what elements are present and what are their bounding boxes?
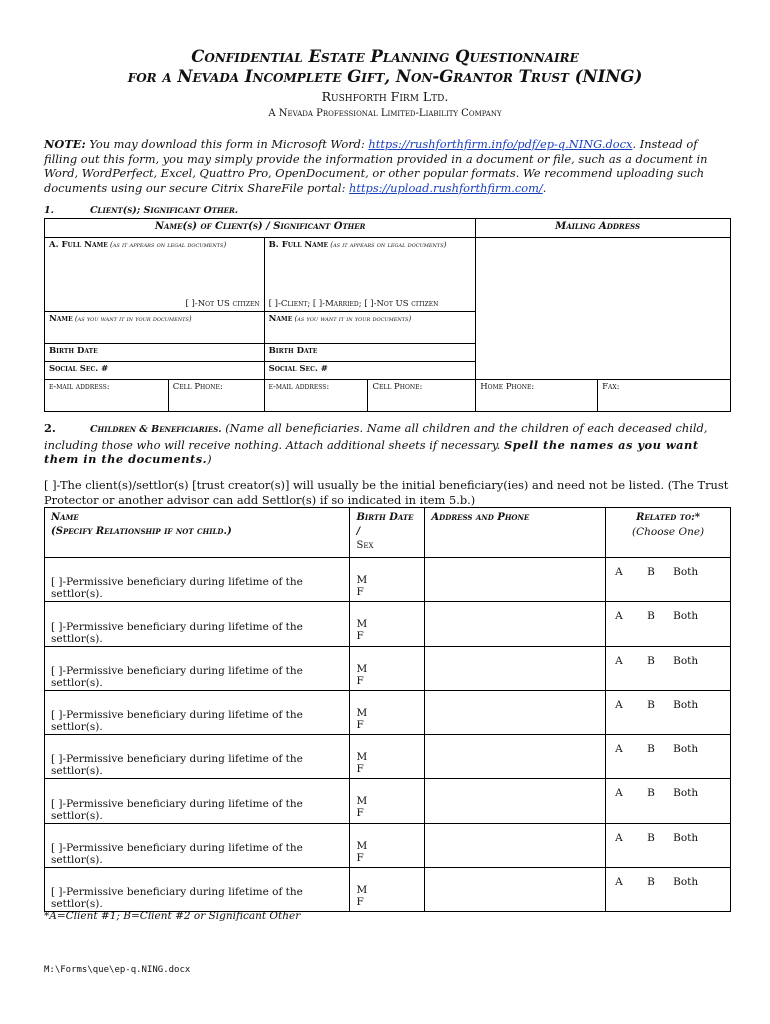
word-download-link[interactable]: https://rushforthfirm.info/pdf/ep-q.NING.docx bbox=[368, 137, 633, 151]
client-a-ssn-label: Social Sec. # bbox=[49, 364, 109, 374]
sex-option-m[interactable]: M bbox=[356, 751, 368, 764]
beneficiary-row bbox=[45, 602, 731, 646]
sex-option-f[interactable]: F bbox=[356, 718, 364, 731]
sex-option-m[interactable]: M bbox=[356, 884, 368, 897]
beneficiary-name-cell[interactable] bbox=[45, 735, 350, 779]
note-text2: . Instead of filling out this form, you may simply provide the information provided in a document or file, such as a document in Word, WordPerfect, Excel, Quattro Pro, OpenDocument, or other popular formats. We recommend uploading such documents using our secure Citrix ShareFile portal: bbox=[44, 137, 708, 195]
permissive-beneficiary-checkbox[interactable]: [ ]-Permissive beneficiary during lifetime of the settlor(s). bbox=[51, 886, 303, 911]
permissive-beneficiary-checkbox[interactable]: [ ]-Permissive beneficiary during lifetime of the settlor(s). bbox=[51, 664, 303, 689]
name-header-label: Name bbox=[51, 512, 79, 523]
beneficiary-name-cell[interactable] bbox=[45, 602, 350, 646]
section1-title: Client(s); Significant Other. bbox=[90, 205, 239, 216]
beneficiary-row bbox=[45, 823, 731, 867]
related-option-both[interactable]: Both bbox=[673, 566, 699, 578]
beneficiary-related-cell[interactable] bbox=[606, 602, 731, 646]
section1-number: 1. bbox=[44, 205, 54, 216]
related-footnote: *A=Client #1; B=Client #2 or Significant Other bbox=[44, 910, 301, 922]
client-a-name-label: Name bbox=[49, 314, 73, 324]
settlor-checkbox-line[interactable]: [ ]-The client(s)/settlor(s) [trust creator(s)] will usually be the initial beneficiary(ies) and need not be listed. (The Trust Protector or another advisor can add Settlor(s) if so indicated in item 5.b.) bbox=[44, 478, 729, 507]
beneficiary-related-cell[interactable] bbox=[606, 646, 731, 690]
section2-paragraph bbox=[44, 421, 734, 467]
sex-option-f[interactable]: F bbox=[356, 763, 364, 776]
sex-option-f[interactable]: F bbox=[356, 851, 364, 864]
document-title-line2: for a Nevada Incomplete Gift, Non-Grantor Trust (NING) bbox=[127, 67, 643, 86]
client-b-ssn-label: Social Sec. # bbox=[268, 364, 328, 374]
document-title-line1: Confidential Estate Planning Questionnaire bbox=[191, 47, 579, 66]
client-b-name-label: Name bbox=[268, 314, 293, 324]
beneficiary-address-cell[interactable] bbox=[425, 646, 606, 690]
birth-header-label: Birth Date / bbox=[356, 512, 414, 537]
home-phone-label: Home Phone: bbox=[480, 382, 535, 392]
client-b-email-cell[interactable] bbox=[264, 380, 368, 412]
permissive-beneficiary-checkbox[interactable]: [ ]-Permissive beneficiary during lifetime of the settlor(s). bbox=[51, 797, 303, 822]
client-a-fullname-label: A. Full Name bbox=[49, 240, 108, 250]
note-label: NOTE: bbox=[44, 137, 86, 151]
sex-option-f[interactable]: F bbox=[356, 674, 364, 687]
home-phone-cell[interactable] bbox=[476, 380, 598, 412]
birth-sex-column-header bbox=[350, 508, 425, 558]
sex-option-f[interactable]: F bbox=[356, 630, 364, 643]
related-option-b[interactable]: B bbox=[647, 654, 655, 667]
related-option-a[interactable]: A bbox=[615, 743, 623, 756]
client-b-status-checkboxes[interactable]: [ ]-Client; [ ]-Married; [ ]-Not US citizen bbox=[268, 299, 439, 309]
beneficiary-sex-cell[interactable] bbox=[350, 690, 425, 734]
beneficiary-sex-cell[interactable] bbox=[350, 558, 425, 602]
beneficiary-row bbox=[45, 690, 731, 734]
related-option-a[interactable]: A bbox=[615, 566, 623, 578]
permissive-beneficiary-checkbox[interactable]: [ ]-Permissive beneficiary during lifetime of the settlor(s). bbox=[51, 576, 303, 601]
beneficiary-name-cell[interactable] bbox=[45, 690, 350, 734]
sex-option-f[interactable]: F bbox=[356, 896, 364, 909]
section2-number: 2. bbox=[44, 421, 56, 435]
beneficiary-related-cell[interactable] bbox=[606, 868, 731, 912]
sex-header-label: Sex bbox=[356, 540, 374, 551]
related-option-b[interactable]: B bbox=[647, 876, 655, 889]
sex-option-m[interactable]: M bbox=[356, 839, 368, 852]
related-option-b[interactable]: B bbox=[647, 566, 655, 578]
client-b-birthdate-label: Birth Date bbox=[268, 346, 318, 356]
beneficiary-sex-cell[interactable] bbox=[350, 602, 425, 646]
related-column-header bbox=[606, 508, 731, 558]
client-b-fullname-label: B. Full Name bbox=[268, 240, 329, 250]
related-option-both[interactable]: Both bbox=[673, 610, 699, 623]
related-option-b[interactable]: B bbox=[647, 831, 655, 844]
note-paragraph bbox=[44, 137, 724, 195]
sex-option-m[interactable]: M bbox=[356, 574, 368, 586]
beneficiary-name-cell[interactable] bbox=[45, 823, 350, 867]
client-b-ssn-cell[interactable] bbox=[264, 362, 476, 380]
related-option-a[interactable]: A bbox=[615, 831, 623, 844]
name-column-header bbox=[45, 508, 350, 558]
beneficiary-sex-cell[interactable] bbox=[350, 646, 425, 690]
client-a-cell-phone-cell[interactable] bbox=[168, 380, 264, 412]
sex-option-m[interactable]: M bbox=[356, 662, 368, 675]
beneficiary-sex-cell[interactable] bbox=[350, 735, 425, 779]
address-column-header: Address and Phone bbox=[425, 508, 606, 558]
related-option-a[interactable]: A bbox=[615, 698, 623, 711]
client-a-birthdate-label: Birth Date bbox=[49, 346, 98, 356]
client-b-name-cell[interactable] bbox=[264, 312, 476, 344]
beneficiary-address-cell[interactable] bbox=[425, 602, 606, 646]
related-option-b[interactable]: B bbox=[647, 610, 655, 623]
beneficiary-related-cell[interactable] bbox=[606, 735, 731, 779]
beneficiary-address-cell[interactable] bbox=[425, 690, 606, 734]
beneficiary-address-cell[interactable] bbox=[425, 868, 606, 912]
related-option-both[interactable]: Both bbox=[673, 654, 699, 667]
related-option-a[interactable]: A bbox=[615, 654, 623, 667]
client-b-name-note: (as you want it in your documents) bbox=[292, 315, 412, 323]
section2-emphasis: Spell the names as you want them in the documents. bbox=[44, 437, 699, 467]
names-column-header: Name(s) of Client(s) / Significant Other bbox=[45, 219, 476, 238]
firm-name: Rushforth Firm Ltd. bbox=[321, 89, 449, 104]
related-option-both[interactable]: Both bbox=[673, 876, 699, 889]
sex-option-f[interactable]: F bbox=[356, 807, 364, 820]
related-option-both[interactable]: Both bbox=[673, 698, 699, 711]
beneficiary-name-cell[interactable] bbox=[45, 779, 350, 823]
beneficiary-address-cell[interactable] bbox=[425, 735, 606, 779]
related-option-b[interactable]: B bbox=[647, 743, 655, 756]
beneficiary-row bbox=[45, 779, 731, 823]
beneficiary-row bbox=[45, 735, 731, 779]
sex-option-m[interactable]: M bbox=[356, 618, 368, 631]
client-a-email-label: e-mail address: bbox=[49, 382, 110, 392]
note-text3: . bbox=[542, 180, 547, 195]
beneficiary-related-cell[interactable] bbox=[606, 779, 731, 823]
client-b-cell-phone-label: Cell Phone: bbox=[372, 382, 423, 392]
related-option-b[interactable]: B bbox=[647, 787, 655, 800]
sex-option-m[interactable]: M bbox=[356, 795, 368, 808]
beneficiary-row bbox=[45, 646, 731, 690]
client-b-fullname-note: (as it appears on legal documents) bbox=[328, 241, 447, 249]
related-option-both[interactable]: Both bbox=[673, 743, 699, 756]
beneficiary-related-cell[interactable] bbox=[606, 690, 731, 734]
client-a-cell-phone-label: Cell Phone: bbox=[172, 382, 223, 392]
beneficiary-sex-cell[interactable] bbox=[350, 779, 425, 823]
client-b-birthdate-cell[interactable] bbox=[264, 344, 476, 362]
fax-cell[interactable] bbox=[598, 380, 731, 412]
related-option-a[interactable]: A bbox=[615, 610, 623, 623]
section2-title: Children & Beneficiaries. bbox=[90, 424, 222, 435]
related-header-sub: (Choose One) bbox=[631, 526, 705, 538]
beneficiary-address-cell[interactable] bbox=[425, 823, 606, 867]
related-option-a[interactable]: A bbox=[615, 876, 623, 889]
related-header-label: Related to:* bbox=[636, 512, 701, 523]
client-a-name-cell[interactable] bbox=[45, 312, 265, 344]
beneficiary-related-cell[interactable] bbox=[606, 823, 731, 867]
sex-option-m[interactable]: M bbox=[356, 706, 368, 719]
beneficiary-row bbox=[45, 558, 731, 602]
beneficiary-name-cell[interactable] bbox=[45, 868, 350, 912]
section2-text1: (Name all beneficiaries. Name all children and the children of each deceased child, including those who will receive nothing. Attach additional sheets if necessary. bbox=[44, 421, 708, 452]
sex-option-f[interactable]: F bbox=[356, 586, 364, 598]
mailing-address-cell[interactable] bbox=[476, 238, 731, 380]
beneficiary-sex-cell[interactable] bbox=[350, 868, 425, 912]
beneficiary-related-cell[interactable] bbox=[606, 558, 731, 602]
permissive-beneficiary-checkbox[interactable]: [ ]-Permissive beneficiary during lifetime of the settlor(s). bbox=[51, 842, 303, 867]
beneficiary-row bbox=[45, 868, 731, 912]
client-a-name-note: (as you want it in your documents) bbox=[72, 315, 192, 323]
permissive-beneficiary-checkbox[interactable]: [ ]-Permissive beneficiary during lifetime of the settlor(s). bbox=[51, 620, 303, 645]
related-option-b[interactable]: B bbox=[647, 698, 655, 711]
mailing-address-header: Mailing Address bbox=[476, 219, 731, 238]
fax-label: Fax: bbox=[602, 382, 620, 392]
client-b-cell-phone-cell[interactable] bbox=[368, 380, 476, 412]
file-path-footer: M:\Forms\que\ep-q.NING.docx bbox=[44, 965, 191, 975]
permissive-beneficiary-checkbox[interactable]: [ ]-Permissive beneficiary during lifetime of the settlor(s). bbox=[51, 709, 303, 734]
client-a-citizen-checkbox[interactable]: [ ]-Not US citizen bbox=[185, 299, 260, 309]
sharefile-upload-link[interactable]: https://upload.rushforthfirm.com/ bbox=[349, 180, 543, 195]
client-b-fullname-cell[interactable] bbox=[264, 238, 476, 312]
permissive-beneficiary-checkbox[interactable]: [ ]-Permissive beneficiary during lifetime of the settlor(s). bbox=[51, 753, 303, 778]
related-option-both[interactable]: Both bbox=[673, 787, 699, 800]
client-a-birthdate-cell[interactable] bbox=[45, 344, 265, 362]
section2-text2: ) bbox=[207, 452, 212, 467]
beneficiaries-table bbox=[44, 507, 731, 912]
related-option-both[interactable]: Both bbox=[673, 831, 699, 844]
related-option-a[interactable]: A bbox=[615, 787, 623, 800]
name-header-sub: (Specify Relationship if not child.) bbox=[51, 526, 232, 537]
client-a-fullname-note: (as it appears on legal documents) bbox=[107, 241, 227, 249]
beneficiary-name-cell[interactable] bbox=[45, 646, 350, 690]
beneficiary-address-cell[interactable] bbox=[425, 558, 606, 602]
client-b-email-label: e-mail address: bbox=[268, 382, 330, 392]
company-type: A Nevada Professional Limited-Liability Company bbox=[268, 108, 502, 119]
client-a-ssn-cell[interactable] bbox=[45, 362, 265, 380]
beneficiary-sex-cell[interactable] bbox=[350, 823, 425, 867]
beneficiary-name-cell[interactable] bbox=[45, 558, 350, 602]
note-text1: You may download this form in Microsoft Word: bbox=[85, 137, 369, 151]
client-a-email-cell[interactable] bbox=[45, 380, 169, 412]
section1-heading bbox=[44, 205, 238, 216]
beneficiary-address-cell[interactable] bbox=[425, 779, 606, 823]
client-a-fullname-cell[interactable] bbox=[45, 238, 265, 312]
clients-table bbox=[44, 218, 731, 412]
